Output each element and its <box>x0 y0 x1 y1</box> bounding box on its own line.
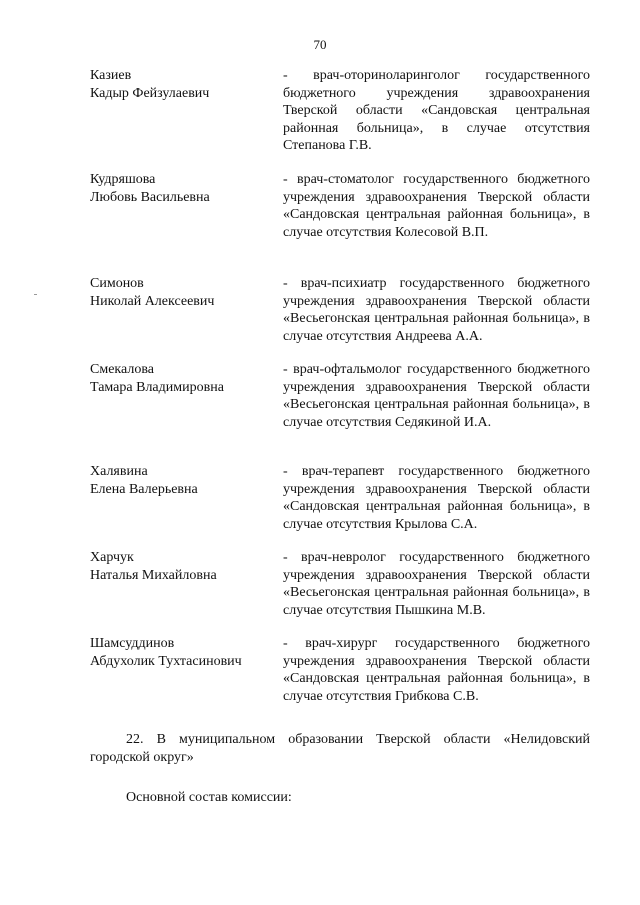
member-role: - врач-психиатр государственного бюджетного учреждения здравоохранения Тверской области «Весьегонская центральная районная больница», в случае отсутствия Андреева А.А. <box>283 276 590 344</box>
member-name <box>90 549 275 584</box>
member-surname: Казиев <box>90 68 132 83</box>
member-name <box>90 275 275 310</box>
section-heading-paragraph: 22. В муниципальном образовании Тверской области «Нелидовский городской округ» <box>90 732 590 765</box>
member-entry <box>90 361 590 463</box>
member-given-names: Николай Алексеевич <box>90 293 215 309</box>
commission-members-list <box>90 67 590 721</box>
member-surname: Халявина <box>90 464 148 479</box>
member-entry <box>90 275 590 361</box>
member-name <box>90 361 275 396</box>
member-entry <box>90 463 590 549</box>
member-name <box>90 67 275 102</box>
member-surname: Харчук <box>90 550 134 565</box>
member-given-names: Любовь Васильевна <box>90 189 210 205</box>
margin-mark <box>34 294 37 295</box>
member-surname: Кудряшова <box>90 172 156 187</box>
member-surname: Симонов <box>90 276 144 291</box>
member-given-names: Абдухолик Тухтасинович <box>90 653 242 669</box>
composition-heading: Основной состав комиссии: <box>126 790 292 805</box>
member-given-names: Наталья Михайловна <box>90 567 217 583</box>
member-name <box>90 635 275 670</box>
member-entry <box>90 67 590 171</box>
member-given-names: Тамара Владимировна <box>90 379 224 395</box>
member-surname: Шамсуддинов <box>90 636 175 651</box>
member-role: - врач-хирург государственного бюджетного учреждения здравоохранения Тверской области «Сандовская центральная районная больница», в случае отсутствия Грибкова С.В. <box>283 636 590 704</box>
member-role: - врач-стоматолог государственного бюджетного учреждения здравоохранения Тверской области «Сандовская центральная районная больница», в случае отсутствия Колесовой В.П. <box>283 172 590 240</box>
member-role: - врач-терапевт государственного бюджетного учреждения здравоохранения Тверской области «Сандовская центральная районная больница», в случае отсутствия Крылова С.А. <box>283 464 590 532</box>
member-name <box>90 463 275 498</box>
member-surname: Смекалова <box>90 362 154 377</box>
member-role: - врач-офтальмолог государственного бюджетного учреждения здравоохранения Тверской области «Весьегонская центральная районная больница», в случае отсутствия Седякиной И.А. <box>283 362 590 430</box>
member-given-names: Елена Валерьевна <box>90 481 198 497</box>
member-entry <box>90 549 590 635</box>
member-role: - врач-невролог государственного бюджетного учреждения здравоохранения Тверской области «Весьегонская центральная районная больница», в случае отсутствия Пышкина М.В. <box>283 550 590 618</box>
member-given-names: Кадыр Фейзулаевич <box>90 85 210 101</box>
member-entry <box>90 635 590 721</box>
member-role: - врач-оториноларинголог государственного бюджетного учреждения здравоохранения Тверской области «Сандовская центральная районная больница», в случае отсутствия Степанова Г.В. <box>283 68 590 153</box>
page-number: 70 <box>313 37 327 52</box>
member-entry <box>90 171 590 275</box>
member-name <box>90 171 275 206</box>
